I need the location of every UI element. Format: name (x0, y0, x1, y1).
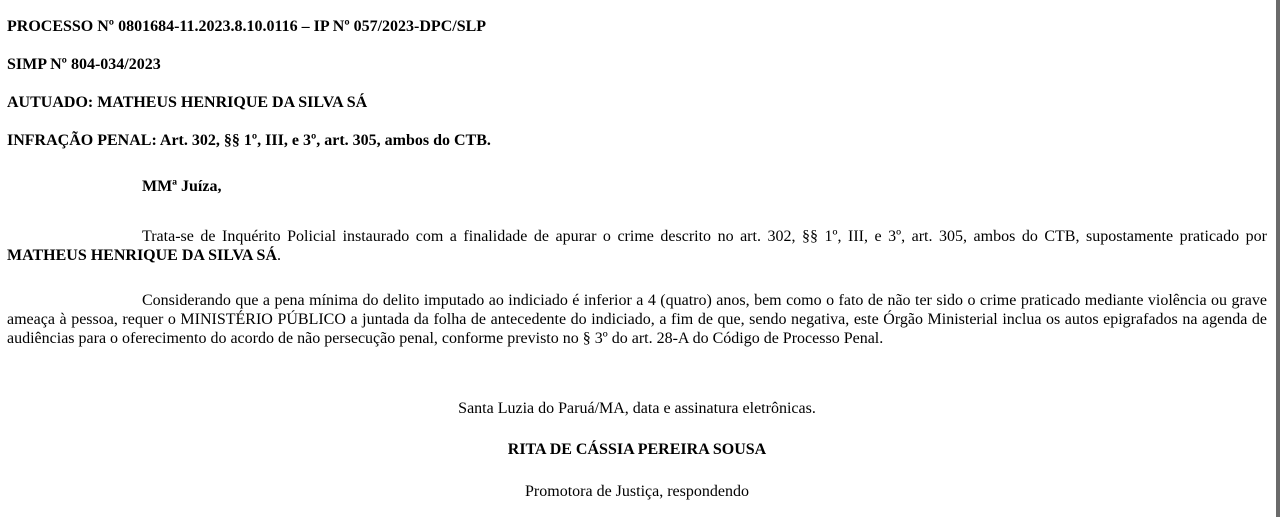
signer-name: RITA DE CÁSSIA PEREIRA SOUSA (507, 441, 767, 458)
process-number-line: PROCESSO Nº 0801684-11.2023.8.10.0116 – IP Nº 057/2023-DPC/SLP (7, 18, 487, 35)
place-and-date: Santa Luzia do Paruá/MA, data e assinatura eletrônicas. (458, 400, 816, 417)
paragraph-inquiry-text: Trata-se de Inquérito Policial instaurado com a finalidade de apurar o crime descrito no art. 302, §§ 1º, III, e 3º, art. 305, ambos do CTB, supostamente praticado por (142, 228, 1267, 245)
paragraph-inquiry (7, 227, 1267, 265)
criminal-offense-line: INFRAÇÃO PENAL: Art. 302, §§ 1º, III, e 3º, art. 305, ambos do CTB. (7, 132, 491, 149)
simp-number-line: SIMP Nº 804-034/2023 (7, 56, 161, 73)
vertical-scrollbar[interactable] (1276, 0, 1280, 517)
defendant-name: MATHEUS HENRIQUE DA SILVA SÁ (7, 247, 278, 264)
paragraph-request: Considerando que a pena mínima do delito imputado ao indiciado é inferior a 4 (quatro) anos, bem como o fato de não ter sido o crime praticado mediante violência ou grave ameaça à pessoa, requer o MINISTÉRIO PÚBLICO a juntada da folha de antecedente do indiciado, a fim de que, sendo negativa, este Órgão Ministerial inclua os autos epigrafados na agenda de audiências para o oferecimento do acordo de não persecução penal, conforme previsto no § 3º do art. 28-A do Código de Processo Penal. (7, 292, 1267, 347)
salutation: MMª Juíza, (142, 178, 222, 195)
signer-role: Promotora de Justiça, respondendo (525, 483, 749, 500)
paragraph-inquiry-end: . (277, 247, 282, 264)
defendant-line: AUTUADO: MATHEUS HENRIQUE DA SILVA SÁ (7, 94, 368, 111)
